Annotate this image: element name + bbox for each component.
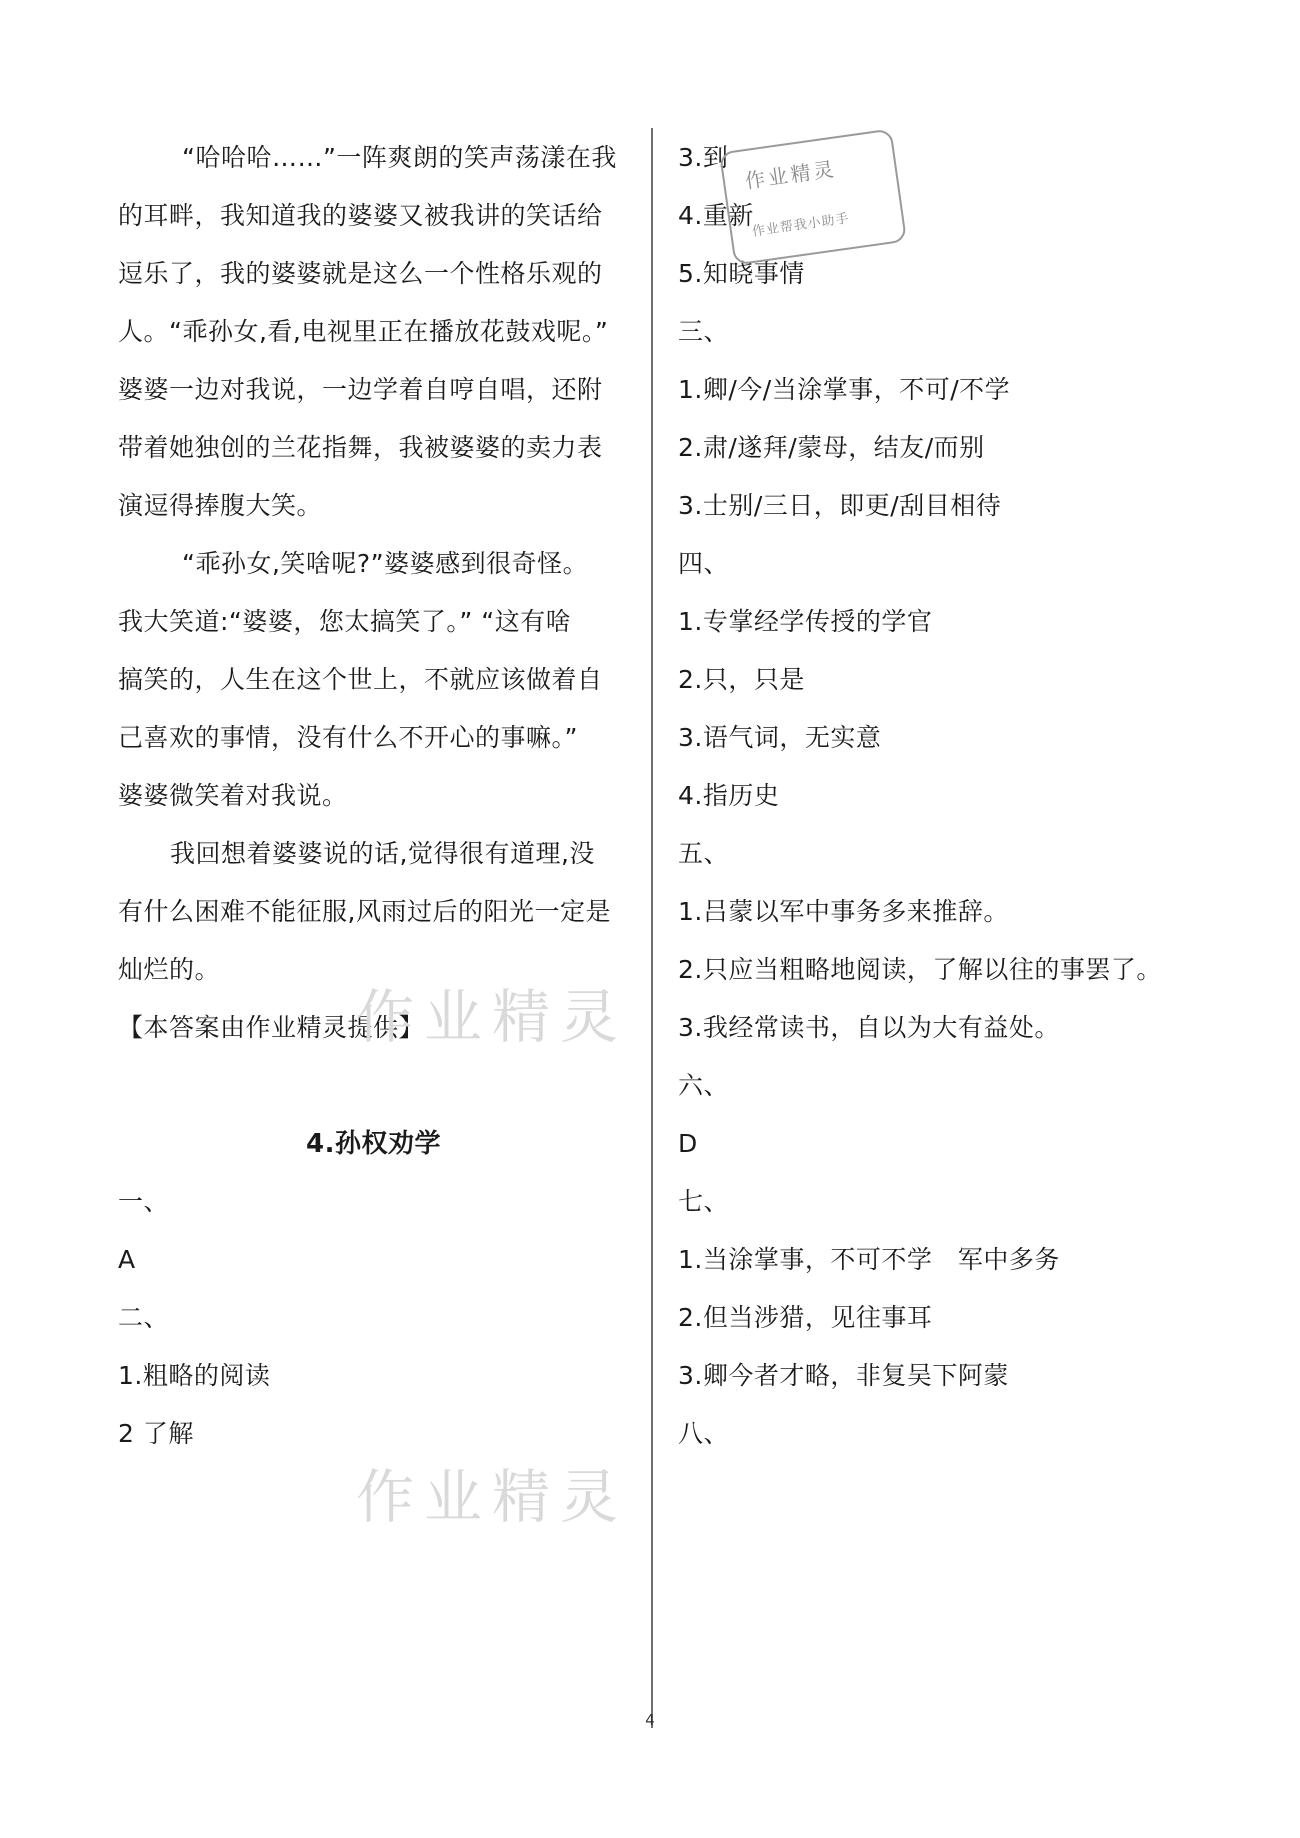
text-line: 有什么困难不能征服,风雨过后的阳光一定是 xyxy=(118,897,611,926)
watermark-text: 作业精灵 xyxy=(356,1463,629,1531)
section-heading: 七、 xyxy=(678,1187,730,1216)
text-line: 婆婆一边对我说，一边学着自哼自唱，还附 xyxy=(118,375,603,404)
text-line: 演逗得捧腹大笑。 xyxy=(118,491,323,520)
answer-line: 1.当涂掌事，不可不学 军中多务 xyxy=(678,1245,1060,1274)
answer-line: 1.卿/今/当涂掌事，不可/不学 xyxy=(678,375,1011,404)
answer-line: 2.但当涉猎，见往事耳 xyxy=(678,1303,933,1332)
text-line: “乖孙女,笑啥呢?”婆婆感到很奇怪。 xyxy=(182,549,589,578)
section-heading: 四、 xyxy=(678,549,730,578)
answer-line: D xyxy=(678,1129,698,1158)
answer-source-note: 【本答案由作业精灵提供】 xyxy=(118,1013,425,1042)
page-number: 4 xyxy=(645,1711,655,1729)
answer-line: 3.卿今者才略，非复吴下阿蒙 xyxy=(678,1361,1009,1390)
text-line: 的耳畔，我知道我的婆婆又被我讲的笑话给 xyxy=(118,201,603,230)
section-heading: 五、 xyxy=(678,839,730,868)
text-line: 婆婆微笑着对我说。 xyxy=(118,781,348,810)
answer-line: 3.语气词，无实意 xyxy=(678,723,882,752)
answer-line: 3.我经常读书，自以为大有益处。 xyxy=(678,1013,1060,1042)
section-title: 4.孙权劝学 xyxy=(306,1129,441,1159)
text-line: 灿烂的。 xyxy=(118,955,221,984)
answer-line: 2.只应当粗略地阅读，了解以往的事罢了。 xyxy=(678,955,1162,984)
answer-line: A xyxy=(118,1245,136,1274)
section-heading: 一、 xyxy=(118,1187,170,1216)
answer-line: 3.到 xyxy=(678,143,729,172)
watermark-stamp-title: 作业精灵 xyxy=(743,156,838,194)
section-heading: 八、 xyxy=(678,1419,730,1448)
answer-line: 3.士别/三日，即更/刮目相待 xyxy=(678,491,1002,520)
answer-line: 5.知晓事情 xyxy=(678,259,805,288)
text-line: “哈哈哈……”一阵爽朗的笑声荡漾在我 xyxy=(182,143,617,172)
text-line: 我大笑道:“婆婆，您太搞笑了。” “这有啥 xyxy=(118,607,572,636)
section-heading: 六、 xyxy=(678,1071,730,1100)
answer-line: 1.粗略的阅读 xyxy=(118,1361,271,1390)
watermark-stamp-subtitle: 作业帮我小助手 xyxy=(751,211,851,240)
answer-line: 2.肃/遂拜/蒙母，结友/而别 xyxy=(678,433,985,462)
text-line: 己喜欢的事情，没有什么不开心的事嘛。” xyxy=(118,723,578,752)
watermark-stamp xyxy=(719,128,907,265)
answer-line: 1.专掌经学传授的学官 xyxy=(678,607,933,636)
text-line: 我回想着婆婆说的话,觉得很有道理,没 xyxy=(170,839,595,868)
answer-line: 2 了解 xyxy=(118,1419,194,1448)
answer-line: 4.指历史 xyxy=(678,781,780,810)
column-divider xyxy=(651,128,653,1728)
text-line: 逗乐了，我的婆婆就是这么一个性格乐观的 xyxy=(118,259,603,288)
watermark-text: 作业精灵 xyxy=(356,983,629,1051)
section-heading: 三、 xyxy=(678,317,730,346)
answer-line: 1.吕蒙以军中事务多来推辞。 xyxy=(678,897,1009,926)
section-heading: 二、 xyxy=(118,1303,170,1332)
answer-line: 4.重新 xyxy=(678,201,754,230)
text-line: 人。“乖孙女,看,电视里正在播放花鼓戏呢。” xyxy=(118,317,609,346)
text-line: 搞笑的，人生在这个世上，不就应该做着自 xyxy=(118,665,603,694)
answer-line: 2.只，只是 xyxy=(678,665,805,694)
text-line: 带着她独创的兰花指舞，我被婆婆的卖力表 xyxy=(118,433,603,462)
